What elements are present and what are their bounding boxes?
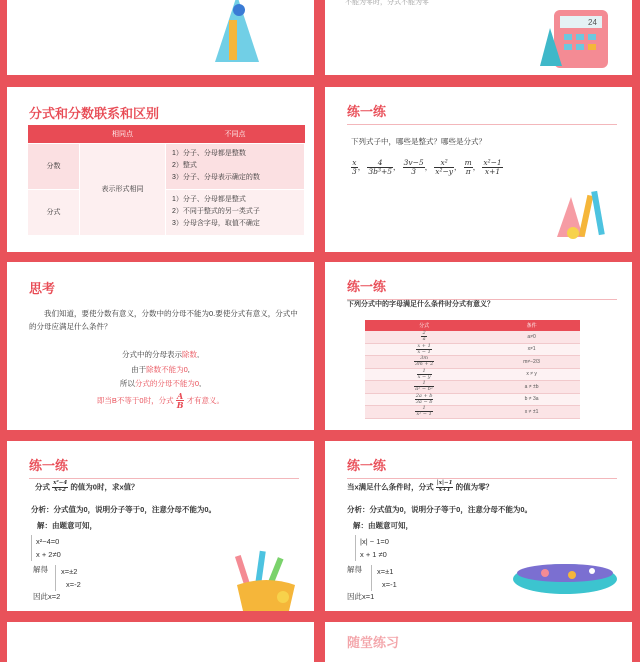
solve-label: 解得 <box>33 565 48 574</box>
table-row: $\frac{1}{\text{a² − b²}}$ a ≠ ±b <box>365 381 580 394</box>
row-label-fraction: 分数 <box>28 143 80 189</box>
question: 当x满足什么条件时，分式 $\frac{|x|-1}{x+1}$ 的值为零？ <box>347 480 494 493</box>
reason-conclusion: 即当B不等于0时，分式 $\frac{A}{B}$ 才有意义。 <box>96 390 225 411</box>
slide-bottom-right <box>325 622 632 662</box>
analysis: 分析：分式值为0，说明分子等于0，注意分母不能为0。 <box>31 505 217 514</box>
expr-3: $\frac{3v-5}{3}$ <box>403 158 424 176</box>
equation-system: x²−4=0 x + 2≠0 <box>31 535 61 561</box>
solution-results: x=±1 x=-1 <box>371 565 397 591</box>
conclusion: 因此x=2 <box>33 592 61 601</box>
slide-practice-classify <box>325 87 632 252</box>
slide-title: 练一练 <box>29 455 299 479</box>
question: 分式 $\frac{\text{x²−4}}{x+2}$ 的值为0时，求x值？ <box>35 480 139 493</box>
solution-intro: 解：由题意可知， <box>37 521 97 530</box>
solve-label: 解得 <box>347 565 362 574</box>
slide-title: 思考 <box>29 281 56 296</box>
expr-2: $\frac{4}{\text{3b³+5}}$ <box>368 158 393 176</box>
conclusion: 因此x=1 <box>347 592 375 601</box>
question: 下列分式中的字母满足什么条件时分式有意义？ <box>347 301 494 308</box>
table-row: $\frac{1}{x - y}$ x ≠ y <box>365 368 580 381</box>
cropped-text: 不能为零时，分式不能为零 <box>345 0 429 6</box>
solution-results: x=±2 x=-2 <box>55 565 81 591</box>
table-row: $\frac{1}{\text{x² − 1}}$ x ≠ ±1 <box>365 406 580 419</box>
col-condition: 条件 <box>483 320 580 331</box>
col-same: 相同点 <box>80 125 166 143</box>
calculator-display: 24 <box>588 18 597 27</box>
question: 下列式子中，哪些是整式？哪些是分式？ <box>351 137 486 146</box>
col-diff: 不同点 <box>166 125 305 143</box>
slide-bottom-left <box>7 622 314 662</box>
think-paragraph: 我们知道，要使分数有意义，分数中的分母不能为0.要使分式有意义，分式中的分母应满足什么条件？ <box>29 309 298 331</box>
col-fraction: 分式 <box>365 320 483 331</box>
expr-4: $\frac{\text{x²}}{\text{x²−y}}$ <box>435 158 454 176</box>
row-label-expression: 分式 <box>28 189 80 235</box>
slide-title-cropped: 随堂练习 <box>347 635 400 650</box>
slide-title: 练一练 <box>347 455 617 479</box>
equation-system: |x| − 1=0 x + 1 ≠0 <box>355 535 389 561</box>
table-row: $\frac{x + 1}{x - 1}$ x≠1 <box>365 343 580 356</box>
reason-line-3: 所以分式的分母不能为0, <box>119 379 202 389</box>
slide-practice-conditions <box>325 262 632 430</box>
reason-line-1: 分式中的分母表示除数, <box>121 350 200 359</box>
calculator-icon <box>540 8 610 70</box>
expression-points: 1）分子、分母都是整式 2）不同于整式的另一类式子 3）分母含字母，取值不确定 <box>166 189 305 235</box>
table-row: $\frac{3m}{3m + 2}$ m≠−2/3 <box>365 356 580 369</box>
stationery-cup-icon <box>229 551 304 611</box>
slide-top-left <box>7 0 314 75</box>
analysis: 分析：分式值为0，说明分子等于0，注意分母不能为0。 <box>347 505 533 514</box>
slide-practice-zero-2 <box>325 441 632 611</box>
slide-title: 练一练 <box>347 276 617 300</box>
table-row: $\frac{2a + b}{3a - b}$ b ≠ 3a <box>365 393 580 406</box>
slide-top-right <box>325 0 632 75</box>
fraction-points: 1）分子、分母都是整数 2）整式 3）分子、分母表示确定的数 <box>166 143 305 189</box>
slide-title: 分式和分数联系和区别 <box>29 106 160 121</box>
expression-list: $\frac{x}{3}$ ， $\frac{4}{\text{3b³+5}}$ ， $\frac{3v-5}{3}$ ， $\frac{\text{x²}}{\text{x²−y}}$ ， $\frac{m}{\pi}$ ， $\frac{\text{x²−1}}{x+1}$ <box>352 158 502 176</box>
expr-5: $\frac{m}{\pi}$ <box>464 158 472 176</box>
protractor-ruler-icon <box>207 0 267 65</box>
comparison-table <box>27 125 305 236</box>
slide-fraction-vs-expression <box>7 87 314 252</box>
same-point: 表示形式相同 <box>80 143 166 235</box>
table-row: $\frac{2}{a}$ a≠0 <box>365 331 580 343</box>
stationery-icon <box>553 187 615 242</box>
think-reasoning <box>7 348 314 410</box>
slide-title: 练一练 <box>347 101 617 125</box>
conditions-table <box>365 320 580 419</box>
slide-think <box>7 262 314 430</box>
expr-6: $\frac{\text{x²−1}}{x+1}$ <box>483 158 502 176</box>
expr-1: $\frac{x}{3}$ <box>352 158 357 176</box>
table-corner <box>28 125 80 143</box>
pencil-case-icon <box>510 551 620 601</box>
solution-intro: 解：由题意可知， <box>353 521 413 530</box>
reason-line-2: 由于除数不能为0, <box>131 364 190 374</box>
slide-practice-zero-1 <box>7 441 314 611</box>
